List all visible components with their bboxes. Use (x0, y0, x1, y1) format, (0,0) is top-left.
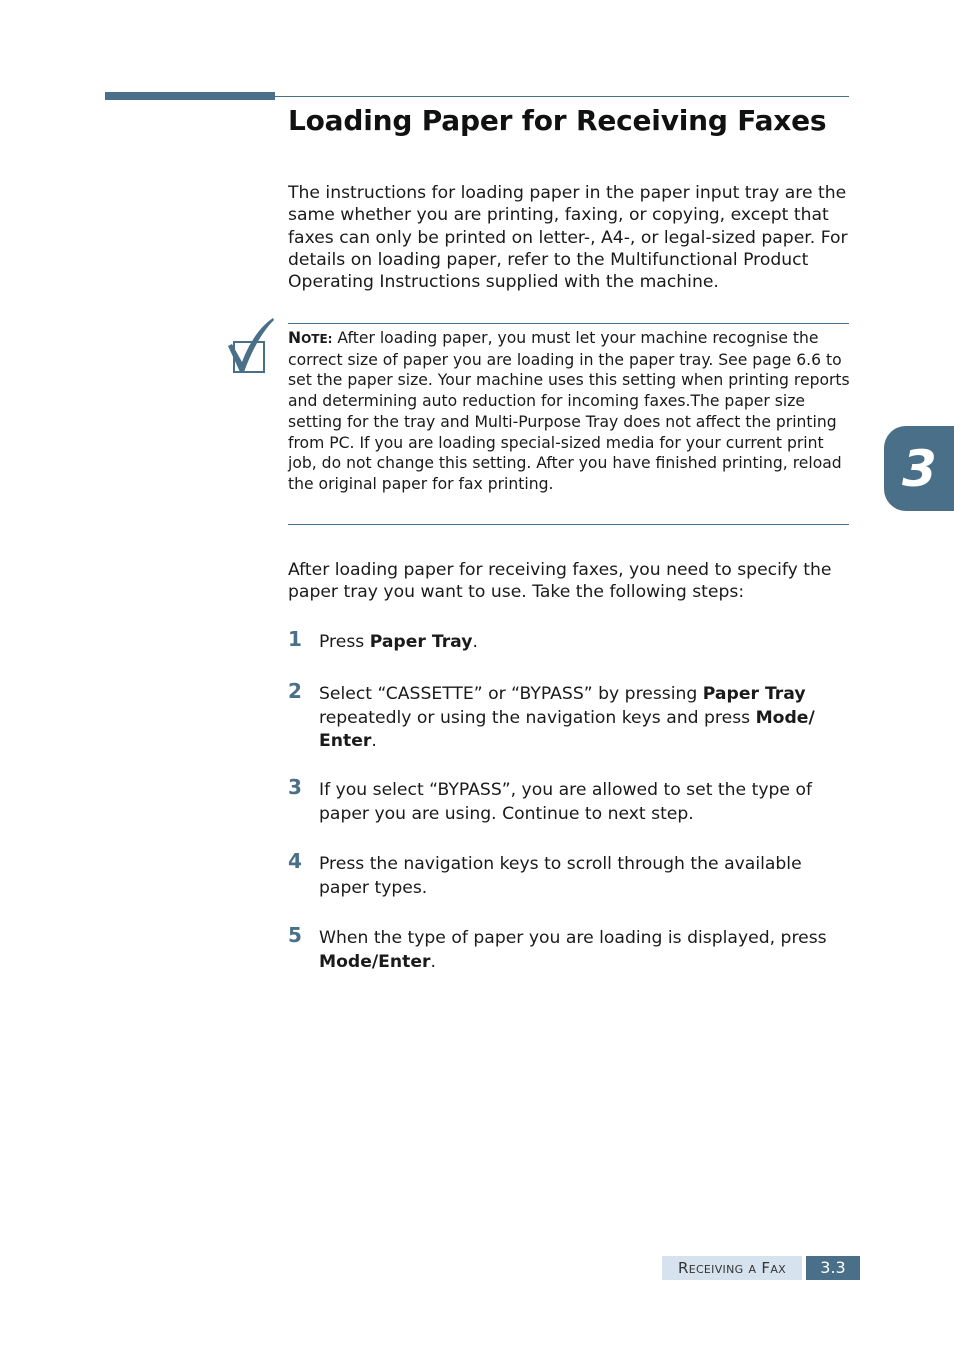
page-title: Loading Paper for Receiving Faxes (288, 104, 827, 137)
note-label: NOTE: (288, 329, 333, 347)
header-accent-bar (105, 92, 275, 100)
step-text: Select “CASSETTE” or “BYPASS” by pressing Paper Tray repeatedly or using the navigation keys and press Mode/ Enter. (319, 684, 815, 751)
step-number: 4 (288, 849, 302, 873)
step-number: 3 (288, 775, 302, 799)
note-text (288, 328, 850, 495)
step-text: Press Paper Tray. (319, 632, 478, 652)
note-top-rule (288, 323, 849, 324)
step-text: Press the navigation keys to scroll through the available paper types. (319, 854, 802, 898)
footer-section-title: RECEIVING A FAX (662, 1256, 802, 1280)
chapter-number: 3 (902, 439, 937, 498)
note-bottom-rule (288, 524, 849, 525)
header-rule (275, 96, 849, 97)
checkmark-note-icon (224, 316, 276, 378)
step-number: 5 (288, 923, 302, 947)
step-text: When the type of paper you are loading is displayed, press Mode/Enter. (319, 928, 827, 972)
step-number: 2 (288, 679, 302, 703)
after-note-paragraph: After loading paper for receiving faxes, you need to specify the paper tray you want to use. Take the following steps: (288, 560, 832, 603)
intro-paragraph: The instructions for loading paper in the paper input tray are the same whether you are printing, faxing, or copying, except that faxes can only be printed on letter-, A4-, or legal-sized paper. For details on loading paper, refer to the Multifunctional Product Operating Instructions supplied with the machine. (288, 183, 848, 293)
footer-page-number: 3.3 (806, 1256, 860, 1280)
step-text: If you select “BYPASS”, you are allowed to set the type of paper you are using. Continue to next step. (319, 780, 813, 824)
note-body: After loading paper, you must let your machine recognise the correct size of paper you are loading in the paper tray. See page 6.6 to set the paper size. Your machine uses this setting when printing reports and determining auto reduction for incoming faxes.The paper size setting for the tray and Multi-Purpose Tray does not affect the printing from PC. If you are loading special-sized media for your current print job, do not change this setting. After you have finished printing, reload the original paper for fax printing. (288, 329, 850, 493)
step-number: 1 (288, 627, 302, 651)
chapter-tab (884, 426, 954, 511)
